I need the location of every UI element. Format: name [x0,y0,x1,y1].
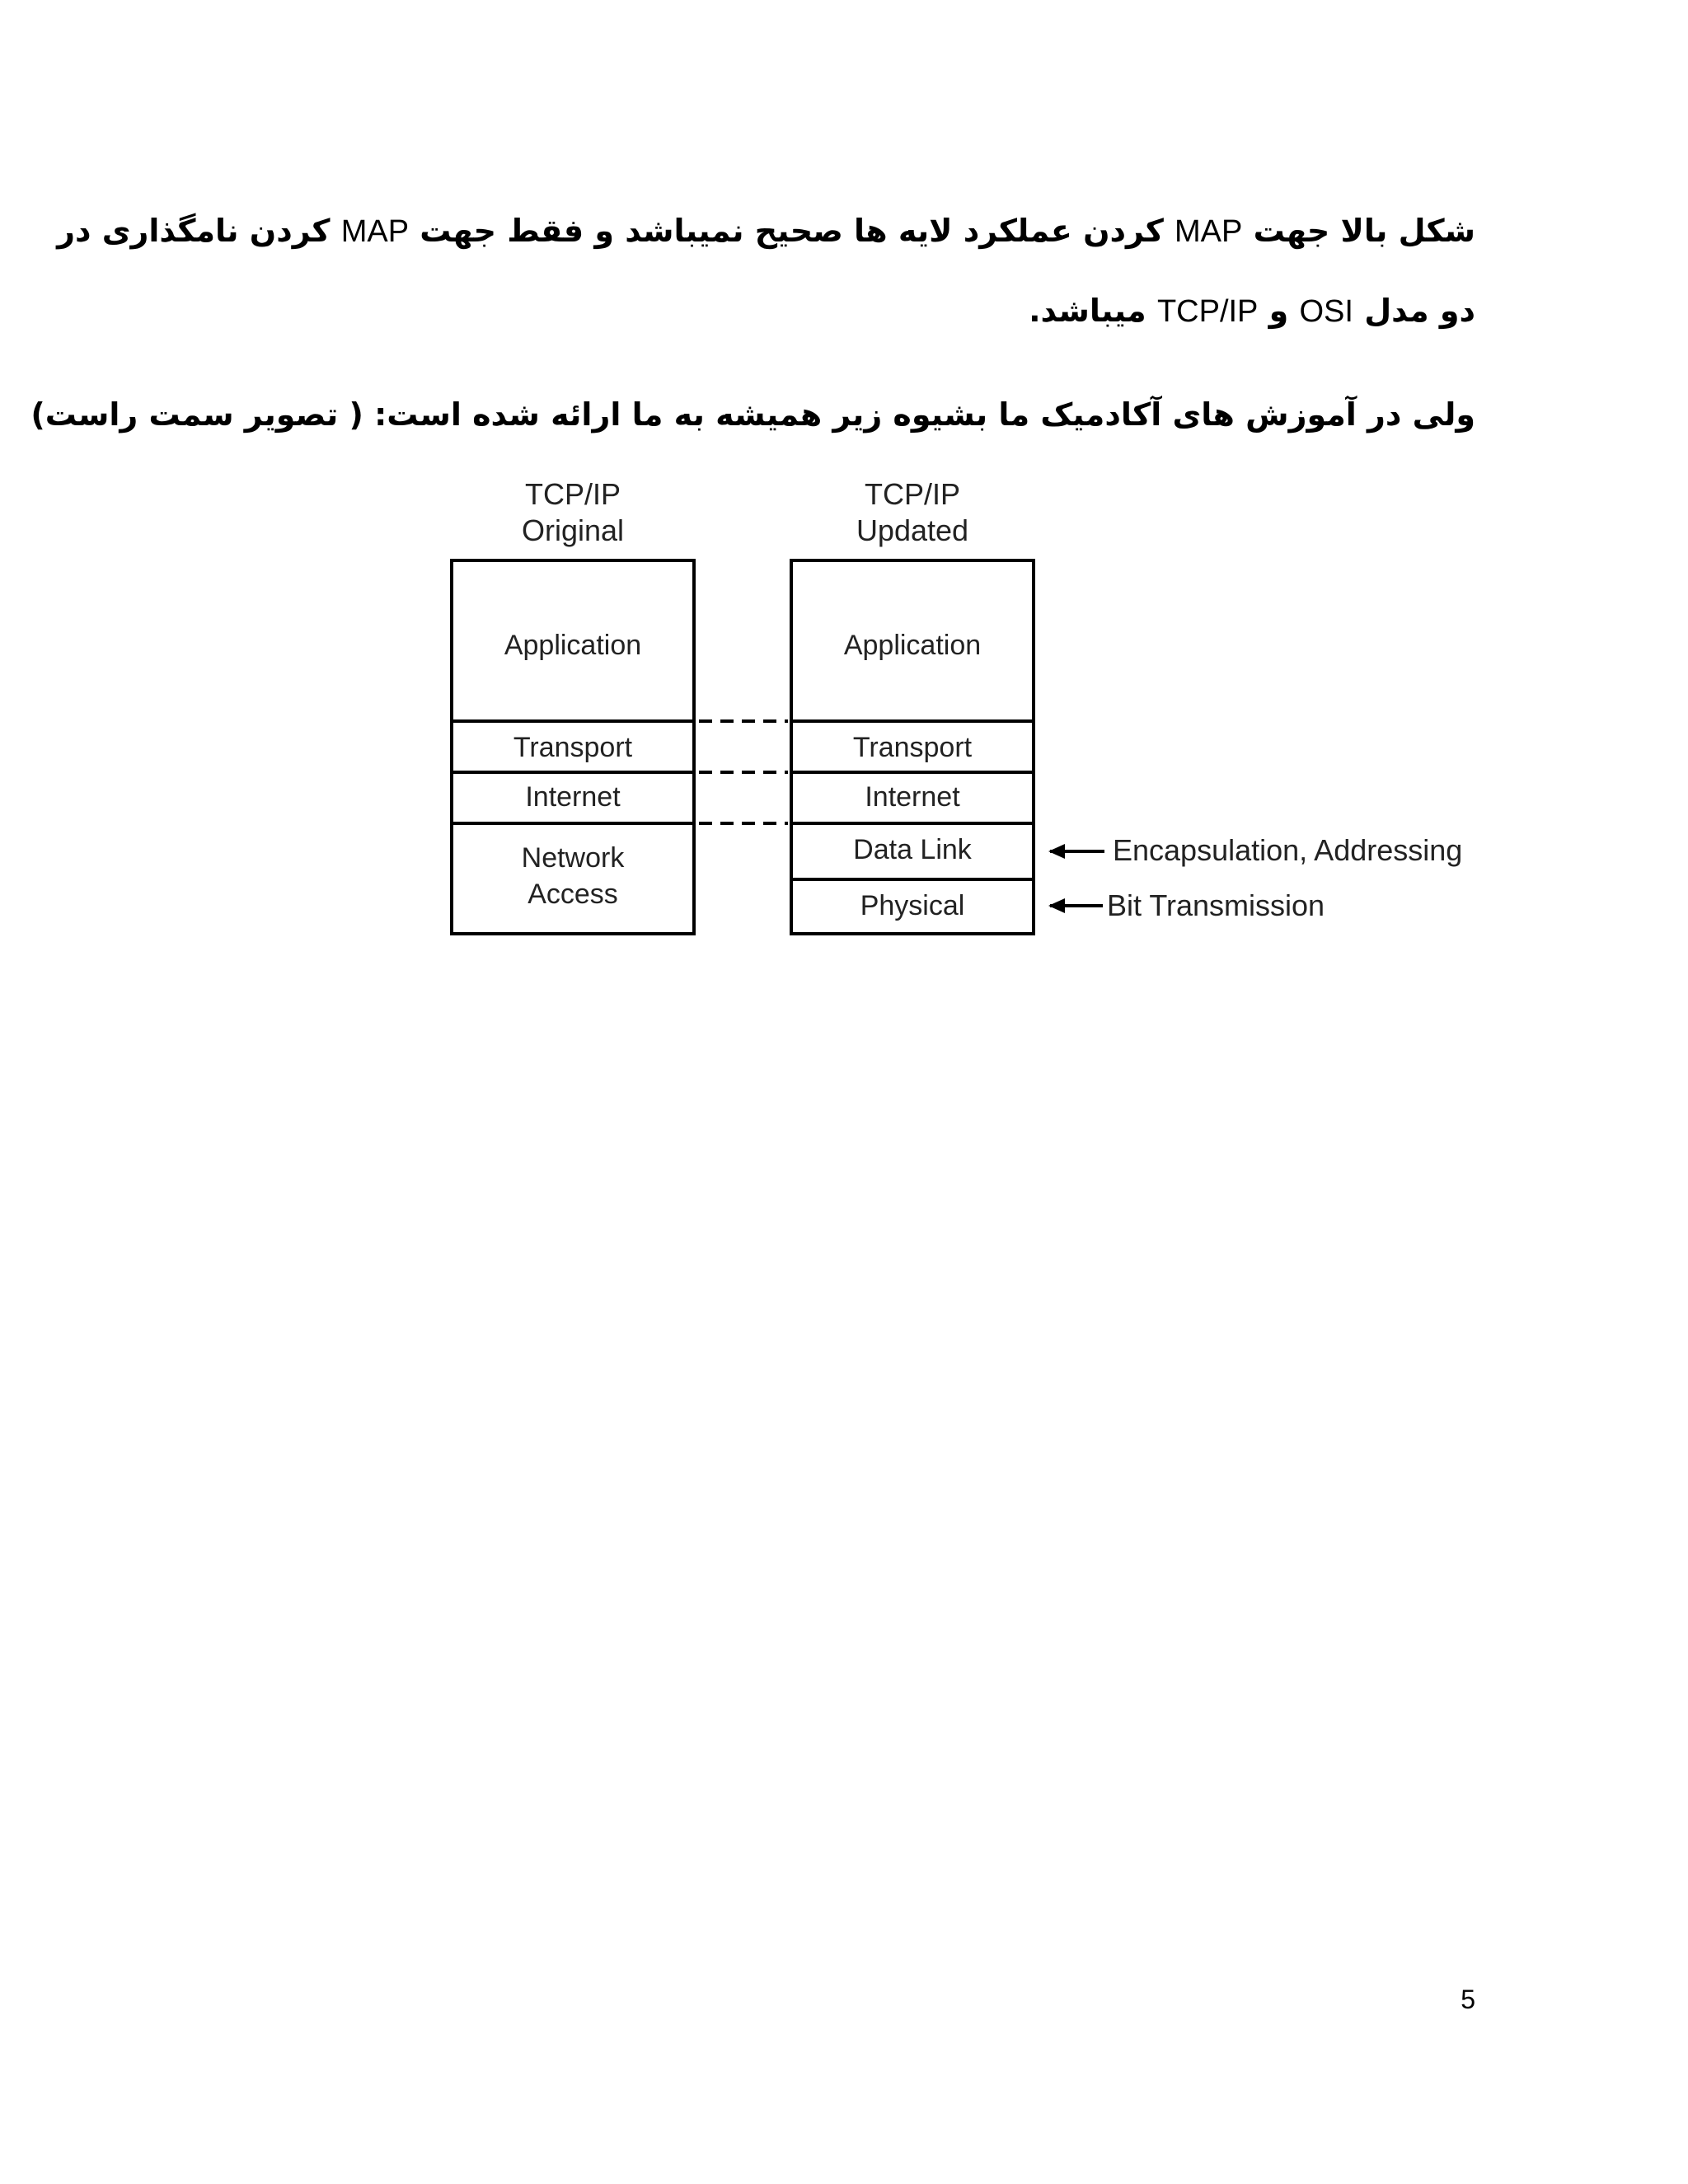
text-run-latin: MAP [340,214,410,249]
left-layer-internet-label: Internet [525,781,621,813]
paragraph-2-text: ولی در آموزش های آکادمیک ما بشیوه زیر همیشه به ما ارائه شده است: ( تصویر سمت راست) [30,396,1475,433]
text-run-latin: OSI [1299,294,1353,329]
right-layer-transport-label: Transport [852,732,973,763]
arrow-left-icon [1048,844,1104,859]
right-layer-physical-label: Physical [860,890,965,921]
text-run: شکل بالا جهت [1242,213,1475,249]
text-run: دو مدل [1353,293,1475,329]
text-run-latin: MAP [1175,214,1243,249]
annotation-bit-transmission: Bit Transmission [1107,888,1325,922]
left-layer-transport-label: Transport [513,732,633,763]
text-run: و [1258,293,1300,329]
text-run: میباشد. [1029,293,1157,329]
right-layer-data-link-label: Data Link [853,834,972,865]
right-layer-internet-label: Internet [865,781,960,813]
arrow-left-icon [1048,898,1103,913]
left-stack-title-line-1: TCP/IP [524,477,621,511]
text-run: کردن عملکرد لایه ها صحیح نمیباشد و فقط جهت [409,213,1175,249]
right-stack-title-line-2: Updated [856,513,969,547]
text-run: کردن نامگذاری در [57,213,341,249]
left-layer-network-label: Network [521,842,625,874]
left-stack-title-line-2: Original [521,513,625,547]
page-number: 5 [1461,1985,1475,2014]
text-run-latin: TCP/IP [1156,294,1259,329]
right-layer-application-label: Application [843,630,982,661]
right-stack-title-line-1: TCP/IP [864,477,961,511]
left-layer-access-label: Access [528,879,618,910]
left-stack [452,560,694,934]
left-layer-application-label: Application [504,630,642,661]
right-stack [791,560,1034,934]
annotation-encapsulation: Encapsulation, Addressing [1113,833,1463,867]
